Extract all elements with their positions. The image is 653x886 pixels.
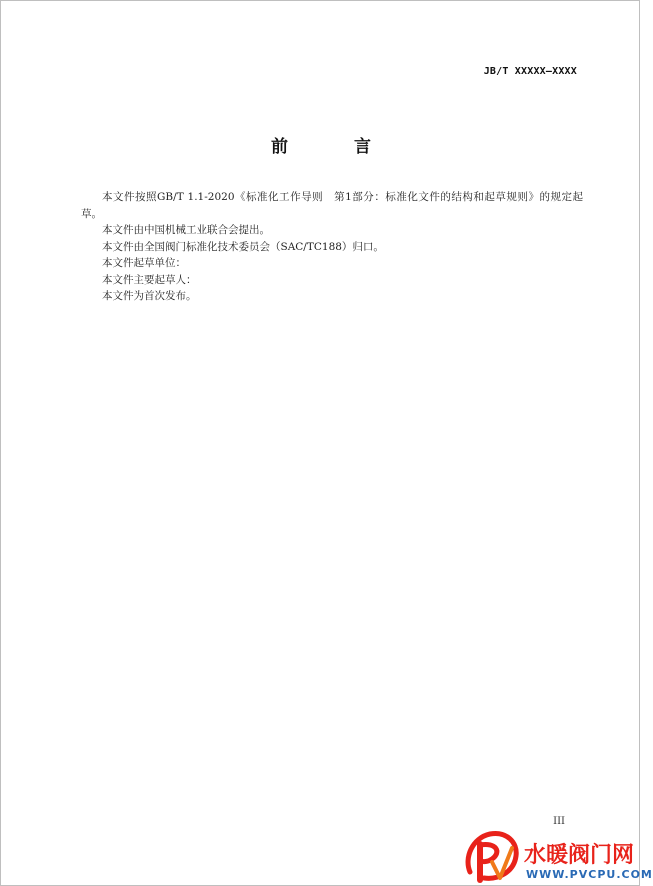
pv-logo-icon [462, 828, 522, 886]
paragraph: 本文件起草单位： [102, 257, 186, 269]
page-number: III [553, 816, 565, 827]
watermark [462, 828, 653, 886]
watermark-site-name: 水暖阀门网 [524, 843, 635, 868]
paragraph: 本文件由全国阀门标准化技术委员会（SAC/TC188）归口。 [102, 240, 384, 253]
paragraph: 本文件主要起草人： [102, 273, 197, 286]
paragraph: 本文件由中国机械工业联合会提出。 [102, 224, 270, 236]
foreword-body [81, 189, 583, 305]
page-title: 前 言 [271, 137, 401, 157]
document-number: JB/T XXXXX—XXXX [483, 66, 577, 77]
watermark-url: WWW.PVCPU.COM [526, 868, 653, 881]
paragraph: 本文件为首次发布。 [102, 290, 197, 302]
paragraph: 本文件按照GB/T 1.1-2020《标准化工作导则 第1部分：标准化文件的结构和起草规则》的规定起草。 [81, 191, 583, 220]
